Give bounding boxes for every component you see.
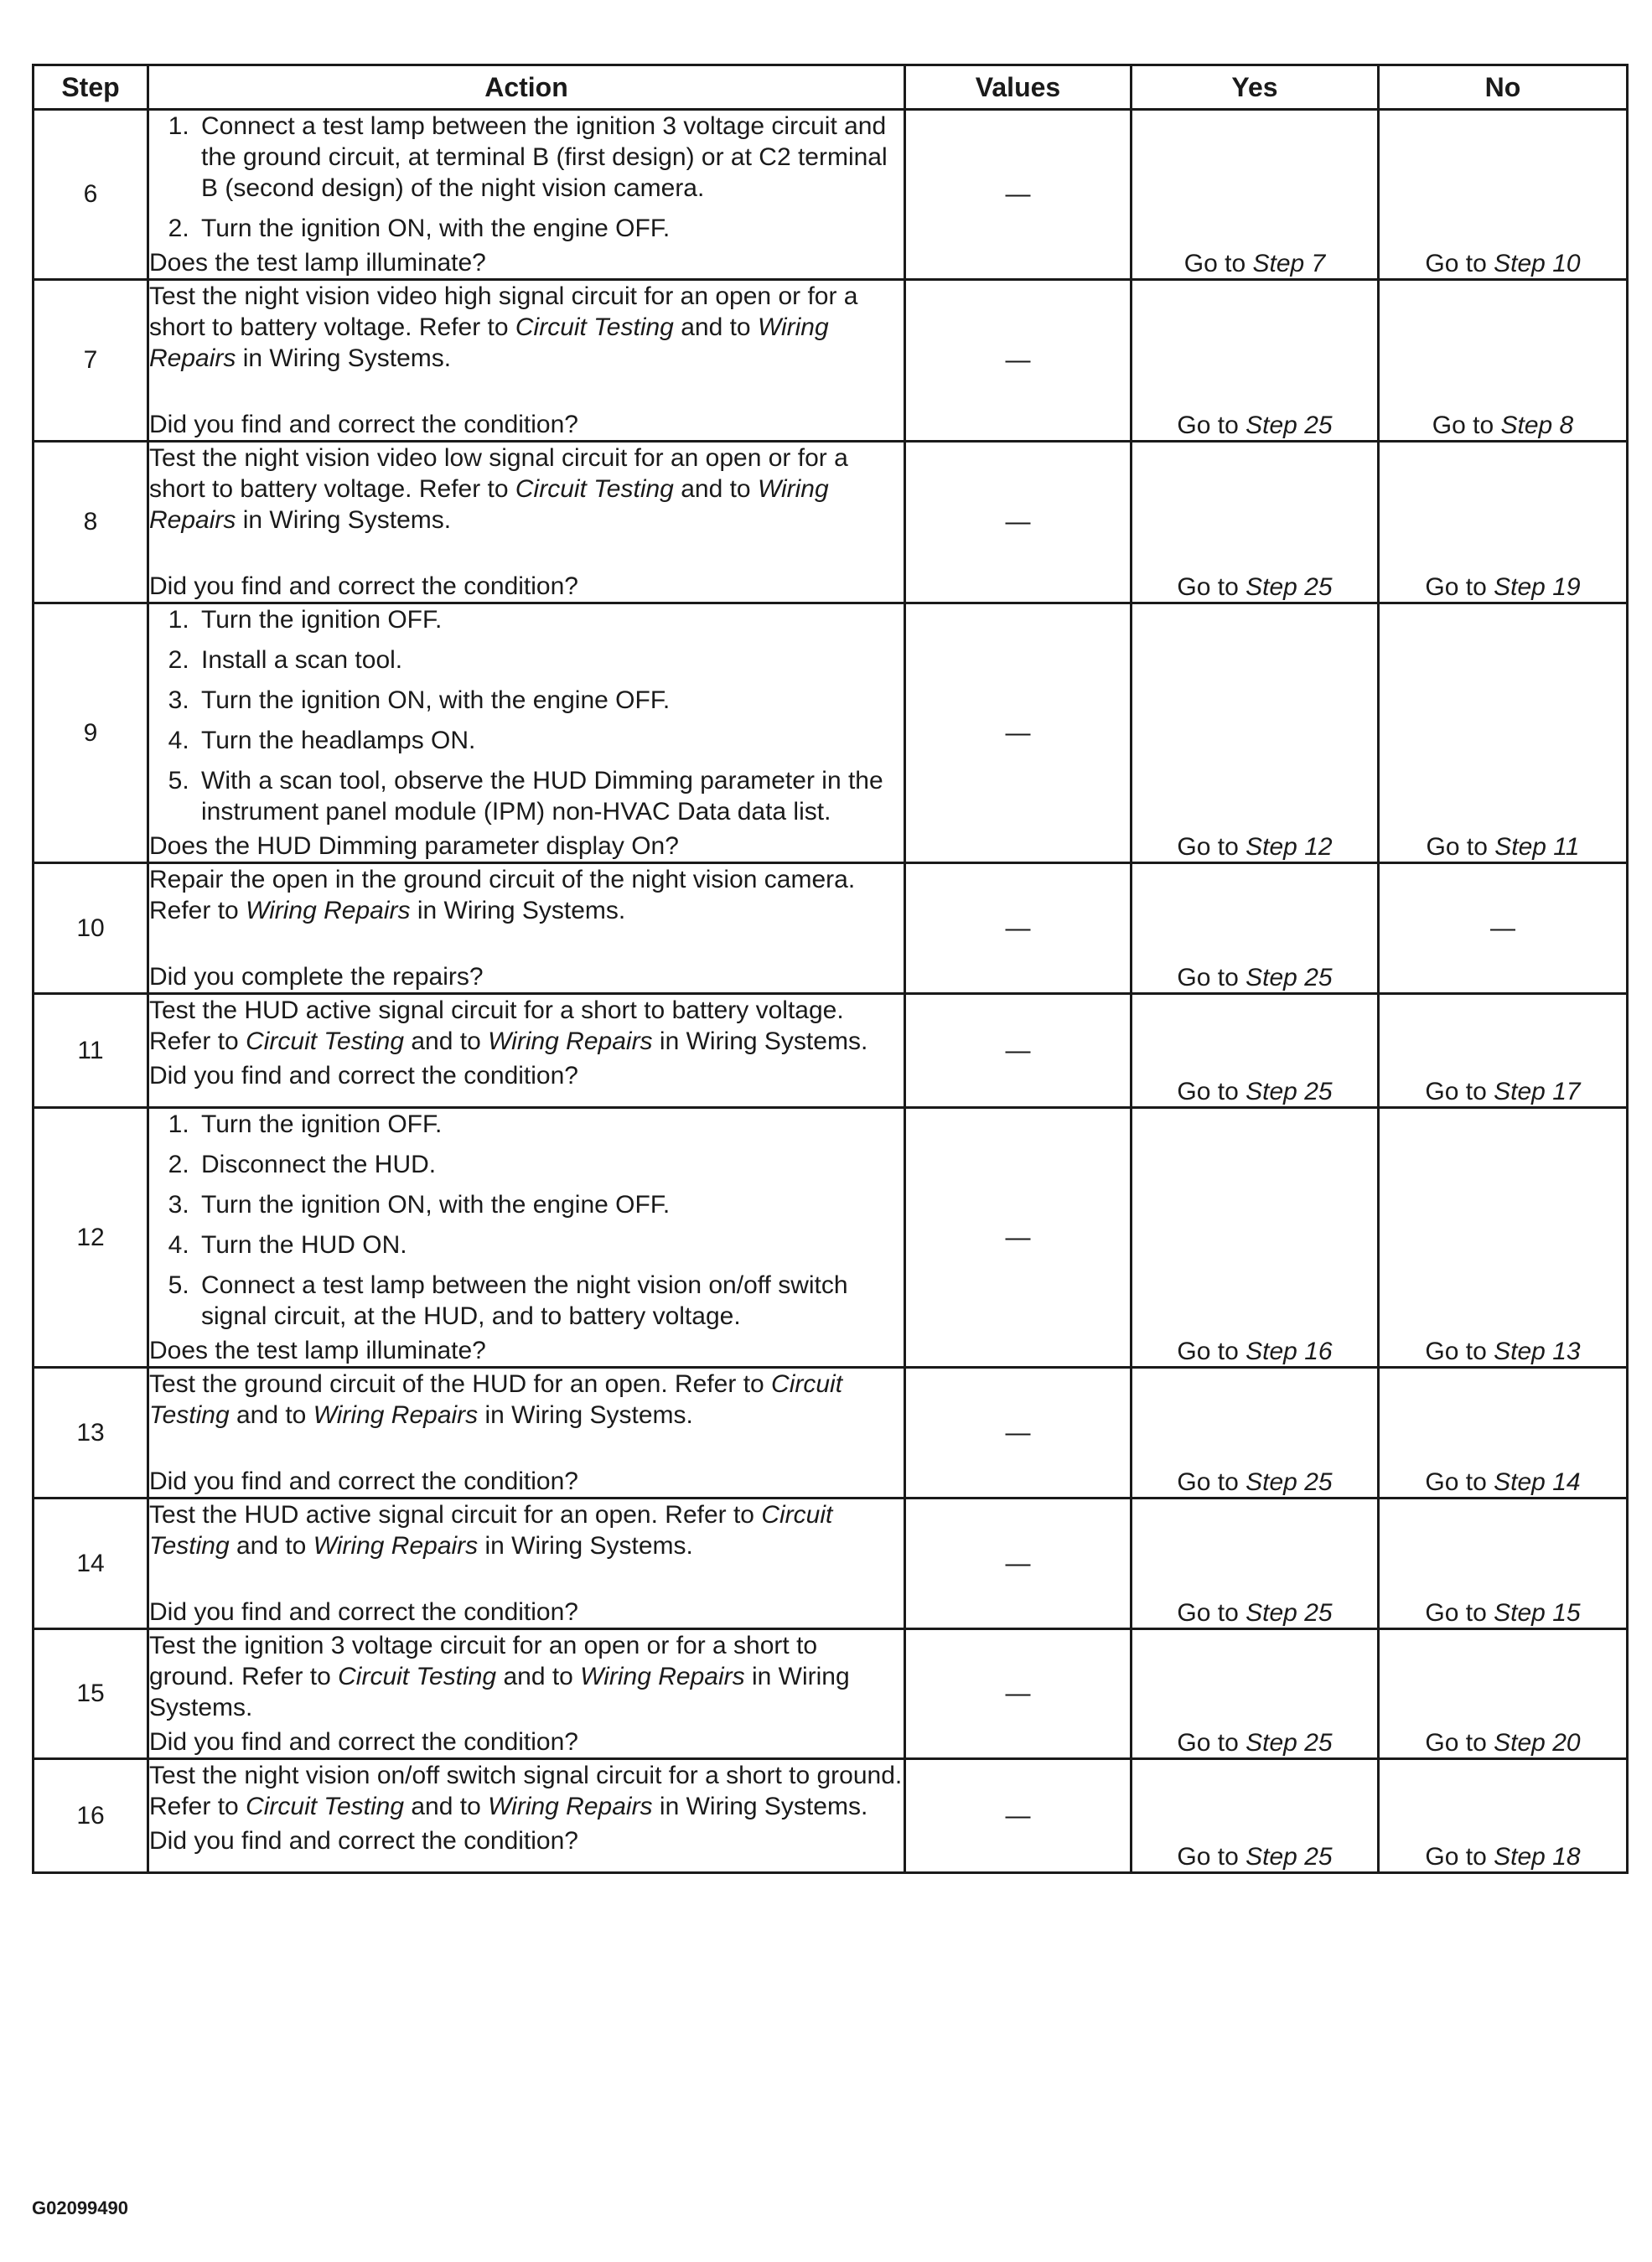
action-cell — [148, 1108, 905, 1368]
step-number: 12 — [34, 1108, 148, 1368]
action-cell — [148, 442, 905, 603]
no-cell — [1379, 603, 1628, 863]
action-text-segment: and to — [673, 475, 758, 503]
header-values: Values — [905, 65, 1132, 110]
yes-cell — [1132, 994, 1379, 1108]
action-question: Does the test lamp illuminate? — [149, 1337, 486, 1364]
action-text-segment: Test the night vision video low signal circuit for an open or for a short to battery voltage. Refer to — [149, 444, 848, 503]
action-text-segment: in Wiring Systems. — [149, 1663, 850, 1721]
action-text — [149, 1499, 904, 1561]
yes-cell — [1132, 603, 1379, 863]
reference-link-text: Wiring Repairs — [149, 313, 829, 372]
action-step-item: 1. Connect a test lamp between the ignition 3 voltage circuit and the ground circuit, at terminal B (first design) or at C2 terminal B (second design) of the night vision camera. — [196, 111, 904, 204]
goto-step-link[interactable]: Step 10 — [1494, 250, 1581, 277]
action-text-segment: and to — [673, 313, 758, 341]
value-cell: — — [905, 1759, 1132, 1873]
table-row — [34, 863, 1628, 994]
action-text-segment: and to — [229, 1401, 313, 1429]
action-step-item: 5. Connect a test lamp between the night vision on/off switch signal circuit, at the HUD, and to battery voltage. — [196, 1270, 904, 1332]
header-step: Step — [34, 65, 148, 110]
action-text-segment: and to — [404, 1027, 489, 1055]
action-step-item: 4. Turn the headlamps ON. — [196, 725, 904, 756]
action-text — [149, 1369, 904, 1431]
goto-prefix: Go to — [1425, 1468, 1494, 1496]
action-text — [149, 1630, 904, 1723]
action-step-item: 2. Turn the ignition ON, with the engine OFF. — [196, 213, 904, 244]
step-number: 10 — [34, 863, 148, 994]
diagnostic-table — [32, 64, 1629, 1874]
goto-prefix: Go to — [1425, 1599, 1494, 1627]
goto-prefix: Go to — [1177, 573, 1246, 601]
step-number: 13 — [34, 1368, 148, 1499]
table-row — [34, 603, 1628, 863]
action-step-item: 2. Disconnect the HUD. — [196, 1149, 904, 1180]
yes-cell — [1132, 110, 1379, 280]
reference-link-text: Circuit Testing — [338, 1663, 497, 1690]
action-text-segment: Test the night vision video high signal circuit for an open or for a short to battery voltage. Refer to — [149, 282, 858, 341]
reference-link-text: Wiring Repairs — [488, 1793, 653, 1820]
action-cell — [148, 1368, 905, 1499]
reference-link-text: Wiring Repairs — [246, 897, 411, 924]
action-cell — [148, 1629, 905, 1759]
goto-step-link[interactable]: Step 25 — [1245, 1729, 1333, 1757]
step-number: 8 — [34, 442, 148, 603]
goto-step-link[interactable]: Step 13 — [1494, 1338, 1581, 1365]
no-cell — [1379, 994, 1628, 1108]
goto-step-link[interactable]: Step 19 — [1494, 573, 1581, 601]
no-cell — [1379, 110, 1628, 280]
value-cell: — — [905, 1499, 1132, 1629]
goto-prefix: Go to — [1177, 1729, 1246, 1757]
table-body — [34, 110, 1628, 1873]
action-step-item: 2. Install a scan tool. — [196, 644, 904, 675]
goto-prefix: Go to — [1425, 1338, 1494, 1365]
action-text-segment: Test the HUD active signal circuit for a short to battery voltage. Refer to — [149, 996, 844, 1055]
action-step-item: 3. Turn the ignition ON, with the engine OFF. — [196, 685, 904, 716]
table-row — [34, 1759, 1628, 1873]
diagnostic-table-container — [32, 64, 1626, 1874]
action-cell — [148, 1759, 905, 1873]
step-number: 15 — [34, 1629, 148, 1759]
action-text-segment: in Wiring Systems. — [478, 1532, 693, 1560]
action-cell — [148, 863, 905, 994]
action-text-segment: Test the night vision on/off switch signal circuit for a short to ground. Refer to — [149, 1762, 903, 1820]
value-cell: — — [905, 1108, 1132, 1368]
no-cell — [1379, 1108, 1628, 1368]
goto-prefix: Go to — [1177, 1338, 1246, 1365]
action-question: Did you find and correct the condition? — [149, 1062, 578, 1090]
action-cell — [148, 1499, 905, 1629]
no-cell — [1379, 863, 1628, 994]
value-cell: — — [905, 1368, 1132, 1499]
goto-step-link[interactable]: Step 16 — [1245, 1338, 1333, 1365]
step-number: 7 — [34, 280, 148, 442]
action-question: Did you find and correct the condition? — [149, 1598, 578, 1626]
reference-link-text: Circuit Testing — [515, 475, 674, 503]
figure-id: G02099490 — [32, 2197, 128, 2218]
goto-prefix: Go to — [1177, 1599, 1246, 1627]
reference-link-text: Wiring Repairs — [149, 475, 829, 534]
goto-step-link[interactable]: Step 25 — [1245, 1843, 1333, 1871]
action-text-segment: in Wiring Systems. — [236, 344, 452, 372]
action-text-segment: in Wiring Systems. — [478, 1401, 693, 1429]
table-row — [34, 442, 1628, 603]
step-number: 11 — [34, 994, 148, 1108]
value-cell: — — [905, 994, 1132, 1108]
reference-link-text: Wiring Repairs — [313, 1532, 479, 1560]
action-text-segment: Test the HUD active signal circuit for an open. Refer to — [149, 1501, 762, 1529]
action-cell — [148, 603, 905, 863]
reference-link-text: Circuit Testing — [515, 313, 674, 341]
goto-prefix: Go to — [1425, 573, 1494, 601]
value-cell: — — [905, 280, 1132, 442]
action-text — [149, 281, 904, 374]
action-text-segment: in Wiring Systems. — [652, 1793, 868, 1820]
step-number: 6 — [34, 110, 148, 280]
action-text-segment: and to — [229, 1532, 313, 1560]
table-row — [34, 280, 1628, 442]
action-text-segment: in Wiring Systems. — [236, 506, 452, 534]
yes-cell — [1132, 1368, 1379, 1499]
action-text-segment: Repair the open in the ground circuit of the night vision camera. Refer to — [149, 866, 856, 924]
action-question: Did you find and correct the condition? — [149, 411, 578, 438]
value-cell: — — [905, 442, 1132, 603]
step-number: 14 — [34, 1499, 148, 1629]
action-cell — [148, 110, 905, 280]
yes-cell — [1132, 1759, 1379, 1873]
action-question: Does the test lamp illuminate? — [149, 249, 486, 277]
action-text-segment: Test the ground circuit of the HUD for an open. Refer to — [149, 1370, 772, 1398]
goto-step-link[interactable]: Step 15 — [1494, 1599, 1581, 1627]
not-applicable-dash: — — [1490, 914, 1515, 942]
table-row — [34, 1629, 1628, 1759]
action-step-item: 4. Turn the HUD ON. — [196, 1229, 904, 1260]
value-cell: — — [905, 1629, 1132, 1759]
step-number: 9 — [34, 603, 148, 863]
header-no: No — [1379, 65, 1628, 110]
goto-prefix: Go to — [1177, 1078, 1246, 1105]
yes-cell — [1132, 863, 1379, 994]
reference-link-text: Wiring Repairs — [580, 1663, 745, 1690]
goto-step-link[interactable]: Step 25 — [1245, 964, 1333, 991]
goto-prefix: Go to — [1425, 1729, 1494, 1757]
goto-prefix: Go to — [1425, 1078, 1494, 1105]
step-number: 16 — [34, 1759, 148, 1873]
table-row — [34, 1368, 1628, 1499]
action-text-segment: Test the ignition 3 voltage circuit for an open or for a short to ground. Refer to — [149, 1632, 818, 1690]
table-row — [34, 1499, 1628, 1629]
goto-step-link[interactable]: Step 7 — [1252, 250, 1326, 277]
table-header-row — [34, 65, 1628, 110]
goto-step-link[interactable]: Step 25 — [1245, 573, 1333, 601]
action-step-item: 3. Turn the ignition ON, with the engine OFF. — [196, 1189, 904, 1220]
no-cell — [1379, 1499, 1628, 1629]
no-cell — [1379, 1368, 1628, 1499]
goto-prefix: Go to — [1432, 412, 1501, 439]
header-yes: Yes — [1132, 65, 1379, 110]
action-question: Did you find and correct the condition? — [149, 572, 578, 600]
yes-cell — [1132, 1499, 1379, 1629]
yes-cell — [1132, 1629, 1379, 1759]
goto-step-link[interactable]: Step 25 — [1245, 1078, 1333, 1105]
goto-prefix: Go to — [1177, 833, 1246, 861]
goto-prefix: Go to — [1425, 1843, 1494, 1871]
action-cell — [148, 994, 905, 1108]
value-cell: — — [905, 863, 1132, 994]
yes-cell — [1132, 1108, 1379, 1368]
goto-step-link[interactable]: Step 14 — [1494, 1468, 1581, 1496]
action-text-segment: and to — [404, 1793, 489, 1820]
goto-step-link[interactable]: Step 11 — [1494, 833, 1580, 861]
no-cell — [1379, 280, 1628, 442]
action-text-segment: in Wiring Systems. — [410, 897, 626, 924]
reference-link-text: Circuit Testing — [149, 1370, 843, 1429]
action-text-segment: in Wiring Systems. — [652, 1027, 868, 1055]
reference-link-text: Wiring Repairs — [488, 1027, 653, 1055]
reference-link-text: Circuit Testing — [246, 1793, 405, 1820]
action-step-item: 1. Turn the ignition OFF. — [196, 1109, 904, 1140]
goto-step-link[interactable]: Step 17 — [1494, 1078, 1581, 1105]
no-cell — [1379, 1629, 1628, 1759]
goto-prefix: Go to — [1177, 412, 1246, 439]
action-step-item: 5. With a scan tool, observe the HUD Dimming parameter in the instrument panel module (IPM) non-HVAC Data data list. — [196, 765, 904, 827]
value-cell: — — [905, 110, 1132, 280]
no-cell — [1379, 1759, 1628, 1873]
table-row — [34, 994, 1628, 1108]
no-cell — [1379, 442, 1628, 603]
goto-prefix: Go to — [1177, 1468, 1246, 1496]
action-question: Did you find and correct the condition? — [149, 1728, 578, 1756]
value-cell: — — [905, 603, 1132, 863]
goto-step-link[interactable]: Step 20 — [1494, 1729, 1581, 1757]
goto-step-link[interactable]: Step 8 — [1500, 412, 1574, 439]
table-row — [34, 110, 1628, 280]
action-question: Did you find and correct the condition? — [149, 1467, 578, 1495]
action-cell — [148, 280, 905, 442]
yes-cell — [1132, 280, 1379, 442]
action-text — [149, 1760, 904, 1822]
goto-prefix: Go to — [1425, 250, 1494, 277]
reference-link-text: Circuit Testing — [246, 1027, 405, 1055]
action-step-item: 1. Turn the ignition OFF. — [196, 604, 904, 635]
action-text — [149, 864, 904, 926]
goto-step-link[interactable]: Step 25 — [1245, 412, 1333, 439]
goto-step-link[interactable]: Step 25 — [1245, 1599, 1333, 1627]
action-question: Does the HUD Dimming parameter display On? — [149, 832, 679, 860]
action-steps-list — [149, 604, 904, 827]
reference-link-text: Circuit Testing — [149, 1501, 833, 1560]
goto-prefix: Go to — [1426, 833, 1495, 861]
goto-step-link[interactable]: Step 12 — [1245, 833, 1333, 861]
goto-prefix: Go to — [1177, 1843, 1246, 1871]
goto-step-link[interactable]: Step 25 — [1245, 1468, 1333, 1496]
action-steps-list — [149, 1109, 904, 1332]
goto-prefix: Go to — [1177, 964, 1246, 991]
table-row — [34, 1108, 1628, 1368]
action-text — [149, 443, 904, 536]
action-text-segment: and to — [496, 1663, 581, 1690]
goto-prefix: Go to — [1183, 250, 1253, 277]
action-question: Did you find and correct the condition? — [149, 1827, 578, 1855]
action-question: Did you complete the repairs? — [149, 963, 484, 991]
goto-step-link[interactable]: Step 18 — [1494, 1843, 1581, 1871]
reference-link-text: Wiring Repairs — [313, 1401, 479, 1429]
yes-cell — [1132, 442, 1379, 603]
header-action: Action — [148, 65, 905, 110]
action-steps-list — [149, 111, 904, 244]
action-text — [149, 995, 904, 1057]
